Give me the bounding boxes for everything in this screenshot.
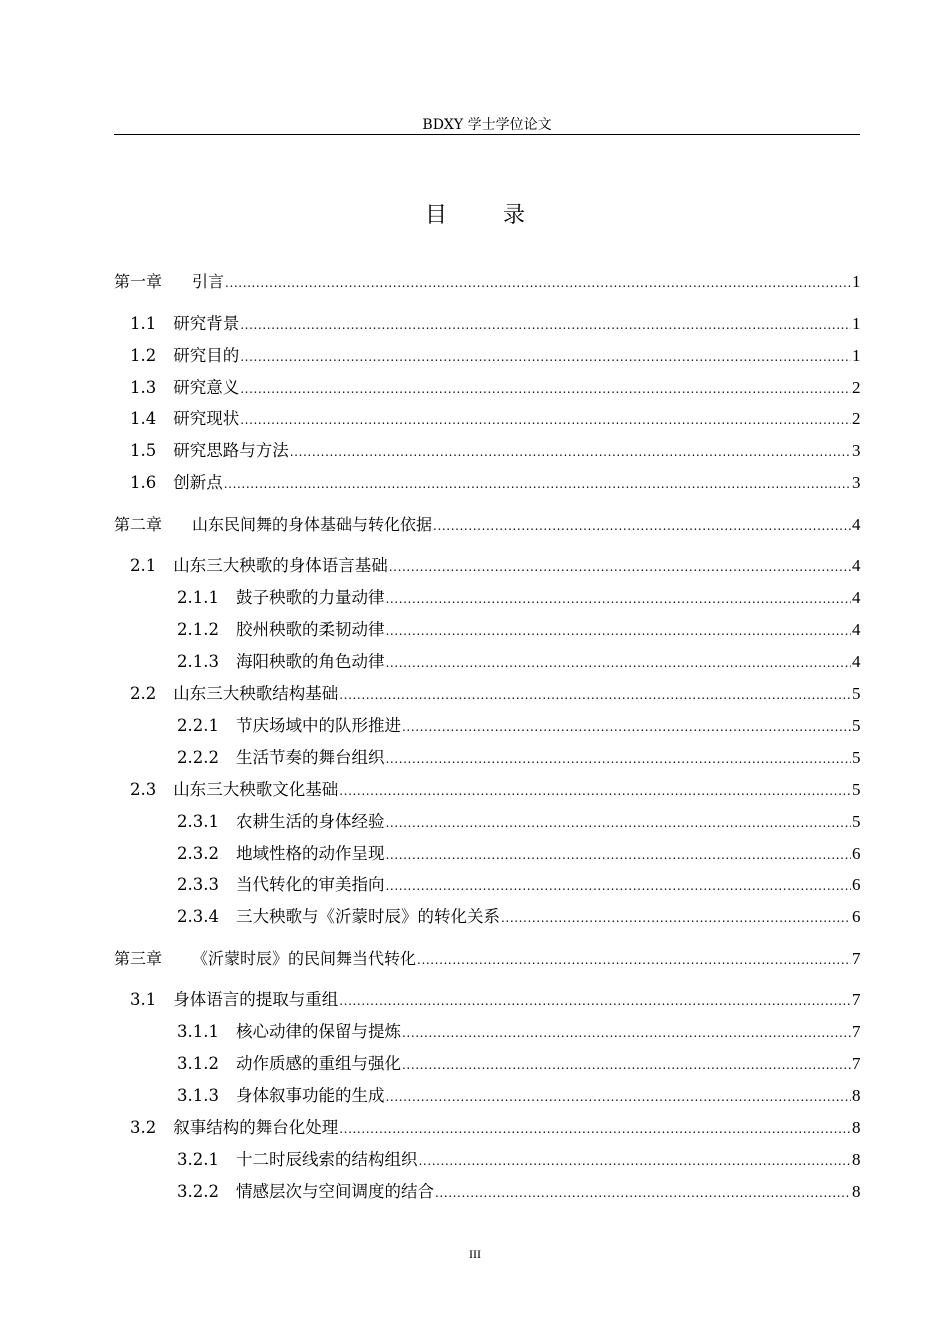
toc-entry-number: 2.3.2: [177, 844, 219, 863]
toc-entry-number: 第一章: [114, 272, 163, 291]
toc-entry-number: 3.1.1: [177, 1022, 219, 1041]
toc-entry-title: 引言: [192, 272, 225, 291]
toc-subsection-entry[interactable]: [114, 874, 860, 896]
toc-entry-number: 2.2: [130, 684, 157, 703]
toc-subsection-entry[interactable]: [114, 811, 860, 833]
toc-subsection-entry[interactable]: [114, 1181, 860, 1203]
toc-entry-number: 2.1.1: [177, 588, 219, 607]
toc-entry-page: 4: [852, 588, 861, 607]
toc-entry-title: 身体叙事功能的生成: [235, 1086, 385, 1105]
toc-subsection-entry[interactable]: [114, 619, 860, 641]
toc-section-entry[interactable]: [114, 555, 860, 577]
toc-entry-title: 创新点: [173, 473, 223, 492]
toc-section-entry[interactable]: [114, 989, 860, 1011]
toc-entry-number: 3.2.2: [177, 1182, 219, 1201]
toc-entry-title: 山东三大秧歌结构基础: [173, 684, 339, 703]
toc-leader-dots: [418, 1150, 851, 1172]
toc-leader-dots: [225, 272, 851, 294]
toc-leader-dots: [389, 556, 851, 578]
toc-section-entry[interactable]: [114, 377, 860, 399]
toc-subsection-entry[interactable]: [114, 651, 860, 673]
toc-entry-page: 1: [852, 314, 861, 333]
toc-entry-page: 2: [852, 409, 861, 428]
toc-leader-dots: [385, 652, 851, 674]
toc-entry-page: 7: [852, 949, 861, 968]
toc-subsection-entry[interactable]: [114, 715, 860, 737]
toc-entry-page: 5: [852, 748, 861, 767]
toc-entry-number: 第三章: [114, 949, 163, 968]
toc-chapter-entry[interactable]: [114, 271, 860, 293]
toc-entry-title: 山东三大秧歌文化基础: [173, 780, 339, 799]
toc-section-entry[interactable]: [114, 313, 860, 335]
toc-entry-title: 《沂蒙时辰》的民间舞当代转化: [192, 949, 417, 968]
toc-entry-title: 身体语言的提取与重组: [173, 990, 339, 1009]
toc-title-left: 目: [424, 203, 447, 228]
toc-section-entry[interactable]: [114, 1117, 860, 1139]
toc-section-entry[interactable]: [114, 345, 860, 367]
toc-entry-number: 3.2.1: [177, 1150, 219, 1169]
toc-entry-page: 8: [852, 1086, 861, 1105]
toc-leader-dots: [385, 875, 851, 897]
toc-leader-dots: [224, 473, 851, 495]
toc-entry-number: 1.3: [130, 378, 157, 397]
page-number: III: [469, 1247, 481, 1261]
toc-entry-number: 2.3.3: [177, 875, 219, 894]
toc-entry-page: 1: [852, 346, 861, 365]
toc-entry-title: 海阳秧歌的角色动律: [235, 652, 385, 671]
toc-title-right: 录: [503, 203, 526, 228]
toc-leader-dots: [339, 990, 851, 1012]
toc-entry-page: 7: [852, 1054, 861, 1073]
toc-section-entry[interactable]: [114, 408, 860, 430]
toc-leader-dots: [433, 515, 851, 537]
toc-entry-page: 5: [852, 684, 861, 703]
toc-leader-dots: [240, 346, 851, 368]
toc-entry-number: 3.1.3: [177, 1086, 219, 1105]
toc-leader-dots: [385, 812, 851, 834]
toc-entry-page: 4: [852, 515, 861, 534]
toc-entry-number: 3.1.2: [177, 1054, 219, 1073]
toc-leader-dots: [240, 378, 851, 400]
toc-entry-page: 4: [852, 556, 861, 575]
toc-entry-title: 山东民间舞的身体基础与转化依据: [192, 515, 433, 534]
toc-leader-dots: [402, 1022, 851, 1044]
toc-entry-page: 1: [852, 272, 861, 291]
toc-entry-page: 4: [852, 620, 861, 639]
toc-entry-title: 研究现状: [173, 409, 240, 428]
toc-entry-page: 7: [852, 1022, 861, 1041]
toc-entry-title: 叙事结构的舞台化处理: [173, 1118, 339, 1137]
toc-entry-page: 6: [852, 875, 861, 894]
toc-entry-title: 当代转化的审美指向: [235, 875, 385, 894]
toc-entry-number: 2.2.1: [177, 716, 219, 735]
toc-leader-dots: [435, 1182, 851, 1204]
toc-entry-title: 三大秧歌与《沂蒙时辰》的转化关系: [235, 907, 500, 926]
toc-leader-dots: [385, 620, 851, 642]
toc-entry-title: 山东三大秧歌的身体语言基础: [173, 556, 388, 575]
toc-entry-page: 8: [852, 1150, 861, 1169]
toc-entry-number: 2.1: [130, 556, 157, 575]
toc-entry-number: 2.2.2: [177, 748, 219, 767]
toc-entry-page: 6: [852, 907, 861, 926]
toc-entry-title: 研究背景: [173, 314, 240, 333]
toc-section-entry[interactable]: [114, 683, 860, 705]
toc-entry-number: 2.3.1: [177, 812, 219, 831]
toc-entry-page: 4: [852, 652, 861, 671]
toc-entry-number: 第二章: [114, 515, 163, 534]
toc-subsection-entry[interactable]: [114, 587, 860, 609]
toc-entry-page: 8: [852, 1118, 861, 1137]
toc-entry-number: 2.3.4: [177, 907, 219, 926]
toc-section-entry[interactable]: [114, 779, 860, 801]
toc-leader-dots: [417, 949, 851, 971]
toc-entry-number: 2.1.2: [177, 620, 219, 639]
toc-entry-number: 2.1.3: [177, 652, 219, 671]
toc-entry-number: 1.2: [130, 346, 157, 365]
toc-entry-number: 1.1: [130, 314, 157, 333]
toc-chapter-entry[interactable]: [114, 948, 860, 970]
toc-leader-dots: [240, 409, 851, 431]
toc-entry-number: 3.1: [130, 990, 157, 1009]
toc-leader-dots: [339, 780, 851, 802]
toc-entry-page: 3: [852, 441, 861, 460]
toc-entry-page: 5: [852, 812, 861, 831]
toc-chapter-entry[interactable]: [114, 514, 860, 536]
toc-subsection-entry[interactable]: [114, 1149, 860, 1171]
toc-leader-dots: [290, 441, 851, 463]
toc-entry-page: 5: [852, 716, 861, 735]
toc-entry-title: 生活节奏的舞台组织: [235, 748, 385, 767]
toc-entry-title: 十二时辰线索的结构组织: [235, 1150, 418, 1169]
toc-section-entry[interactable]: [114, 440, 860, 462]
toc-entry-title: 动作质感的重组与强化: [235, 1054, 401, 1073]
toc-subsection-entry[interactable]: [114, 1021, 860, 1043]
toc-entry-title: 节庆场域中的队形推进: [235, 716, 401, 735]
toc-leader-dots: [339, 1118, 851, 1140]
toc-entry-title: 地域性格的动作呈现: [235, 844, 385, 863]
toc-entry-number: 3.2: [130, 1118, 157, 1137]
toc-leader-dots: [402, 716, 851, 738]
toc-entry-title: 研究目的: [173, 346, 240, 365]
toc-entry-title: 胶州秧歌的柔韧动律: [235, 620, 385, 639]
toc-entry-page: 7: [852, 990, 861, 1009]
toc-section-entry[interactable]: [114, 472, 860, 494]
toc-entry-title: 研究思路与方法: [173, 441, 289, 460]
toc-subsection-entry[interactable]: [114, 1085, 860, 1107]
toc-subsection-entry[interactable]: [114, 843, 860, 865]
toc-entry-number: 1.6: [130, 473, 157, 492]
toc-leader-dots: [501, 907, 851, 929]
toc-leader-dots: [240, 314, 851, 336]
toc-entry-number: 2.3: [130, 780, 157, 799]
toc-leader-dots: [385, 588, 851, 610]
toc-subsection-entry[interactable]: [114, 747, 860, 769]
toc-entry-title: 情感层次与空间调度的结合: [235, 1182, 434, 1201]
running-header: BDXY 学士学位论文: [422, 117, 552, 133]
toc-entry-title: 鼓子秧歌的力量动律: [235, 588, 385, 607]
header-rule: [114, 134, 860, 135]
toc-subsection-entry[interactable]: [114, 1053, 860, 1075]
toc-entry-number: 1.4: [130, 409, 157, 428]
toc-entry-page: 3: [852, 473, 861, 492]
toc-entry-title: 研究意义: [173, 378, 240, 397]
toc-leader-dots: [385, 844, 851, 866]
toc-entry-number: 1.5: [130, 441, 157, 460]
toc-entry-title: 农耕生活的身体经验: [235, 812, 385, 831]
toc-entry-page: 5: [852, 780, 861, 799]
toc-leader-dots: [385, 748, 851, 770]
toc-leader-dots: [402, 1054, 851, 1076]
toc-entry-page: 8: [852, 1182, 861, 1201]
toc-entry-page: 6: [852, 844, 861, 863]
toc-leader-dots: [339, 684, 851, 706]
toc-subsection-entry[interactable]: [114, 906, 860, 928]
toc-entry-page: 2: [852, 378, 861, 397]
toc-title: [0, 202, 950, 230]
toc-leader-dots: [385, 1086, 851, 1108]
toc-entry-title: 核心动律的保留与提炼: [235, 1022, 401, 1041]
